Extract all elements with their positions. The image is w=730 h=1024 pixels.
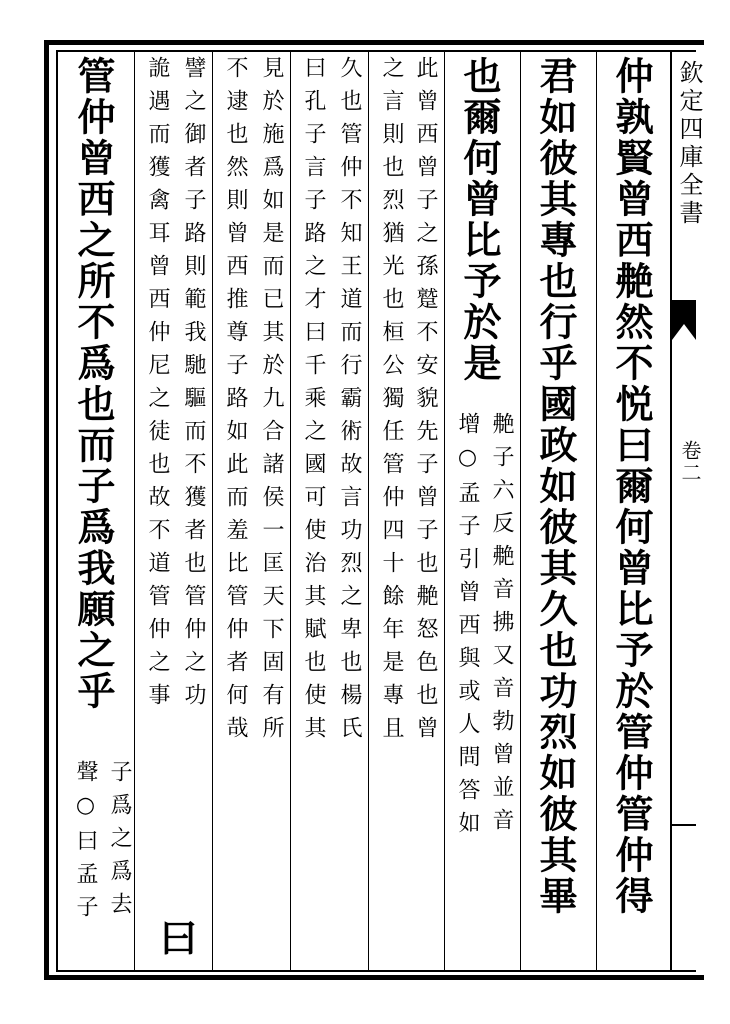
commentary-line-8: 不逮也然則曾西推尊子路如此而羞比管仲者何哉 (223, 56, 248, 749)
commentary-line-2: 增○孟子引曾西與或人問答如 (455, 412, 480, 844)
text-yue: 曰 (153, 918, 198, 959)
edge-rule (672, 824, 696, 826)
commentary-line-9: 譬之御者子路則範我馳驅而不獲者也管仲之功 (181, 56, 206, 716)
commentary-line-11: 子爲之爲去 (107, 760, 132, 925)
inner-border-bottom (56, 970, 696, 972)
column-separator (290, 52, 291, 970)
book-title: 欽定四庫全書 (675, 60, 703, 228)
text-column-3: 也爾何曾比予於是 (457, 56, 502, 384)
text-column-4: 管仲曾西之所不爲也而子爲我願之乎 (71, 56, 116, 712)
commentary-line-7: 見於施爲如是而已其於九合諸侯一匡天下固有所 (259, 56, 284, 749)
text-column-1: 仲孰賢曾西艴然不悦曰爾何曾比予於管仲管仲得 (609, 56, 654, 917)
commentary-line-3: 此曾西曾子之孫蹵不安貌先子曾子也艴怒色也曾 (413, 56, 438, 749)
commentary-line-1: 艴子六反艴音拂又音勃曾並音 (489, 412, 514, 841)
inner-border-top (56, 50, 696, 52)
column-separator (444, 52, 445, 970)
commentary-line-12: 聲○曰孟子 (73, 760, 98, 928)
column-separator (368, 52, 369, 970)
commentary-line-10: 詭遇而獲禽耳曾西仲尼之徒也故不道管仲之事 (145, 56, 170, 716)
column-separator (596, 52, 597, 970)
commentary-line-5: 久也管仲不知王道而行霸術故言功烈之卑也楊氏 (337, 56, 362, 749)
volume-label: 卷二 (678, 440, 702, 484)
column-separator (212, 52, 213, 970)
commentary-line-4: 之言則也烈猶光也桓公獨任管仲四十餘年是專且 (379, 56, 404, 749)
text-column-2: 君如彼其專也行乎國政如彼其久也功烈如彼其畢 (533, 56, 578, 917)
commentary-line-6: 曰孔子言子路之才曰千乘之國可使治其賦也使其 (301, 56, 326, 749)
inner-border-left (56, 50, 58, 972)
column-separator (520, 52, 521, 970)
